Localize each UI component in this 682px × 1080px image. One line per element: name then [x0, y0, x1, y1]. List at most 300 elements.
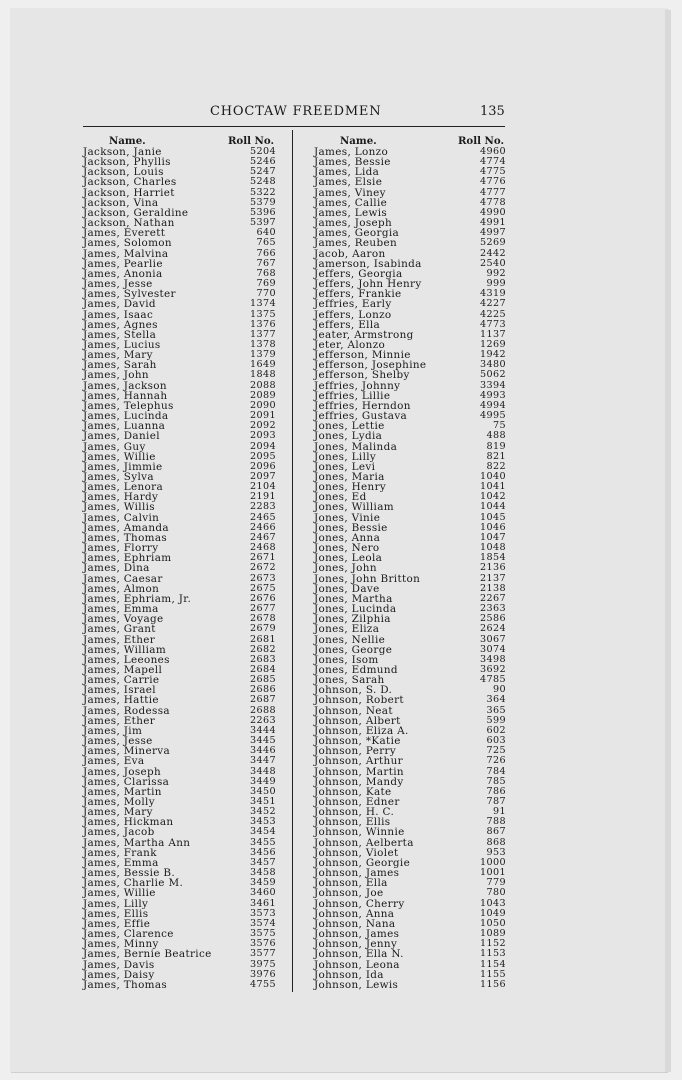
entry-roll-number: 2687: [249, 694, 276, 706]
entry-name: James, Davis: [83, 958, 155, 971]
entry-name: Jones, Isom: [314, 653, 379, 666]
entry-name: Jones, Lettie: [314, 420, 385, 433]
entry-name: James, Malvina: [83, 247, 169, 260]
entry-name: James, Almon: [83, 582, 160, 595]
entry-name: Jones, Nero: [314, 542, 380, 555]
entry-roll-number: 2094: [249, 440, 276, 452]
entry-roll-number: 2092: [249, 420, 276, 432]
entry-name: Jacob, Aaron: [314, 247, 386, 260]
entry-name: Jones, William: [314, 501, 394, 514]
entry-name: Jeffries, Johnny: [314, 379, 401, 392]
entry-name: Jones, George: [314, 643, 393, 656]
entry-name: James, Telephus: [83, 399, 174, 412]
entry-name: Johnson, Ella N.: [314, 948, 404, 961]
entry-roll-number: 2442: [479, 247, 506, 259]
entry-name: James, Lucius: [83, 338, 161, 351]
entry-name: Jones, Martha: [314, 592, 393, 605]
entry-name: Johnson, Violet: [314, 846, 399, 859]
entry-name: James, Hannah: [83, 389, 168, 402]
entry-roll-number: 1048: [479, 542, 506, 554]
entry-roll-number: 2091: [249, 410, 276, 422]
entry-name: Jones, Anna: [314, 531, 381, 544]
entry-roll-number: 4775: [479, 166, 506, 178]
entry-roll-number: 2685: [249, 674, 276, 686]
entry-name: Jones, Henry: [314, 481, 387, 494]
entry-roll-number: 5322: [249, 186, 276, 198]
entry-name: Johnson, Leona: [314, 958, 400, 971]
roll-entry: [314, 299, 506, 309]
entry-roll-number: 4994: [479, 399, 506, 411]
entry-roll-number: 1375: [249, 308, 276, 320]
entry-roll-number: 2688: [249, 704, 276, 716]
entry-name: James, Ether: [83, 633, 156, 646]
entry-roll-number: 765: [256, 237, 276, 249]
entry-roll-number: 2683: [249, 653, 276, 665]
entry-name: James, Bessie B.: [83, 867, 176, 880]
entry-name: James, Lilly: [83, 897, 149, 910]
entry-name: James, Charlie M.: [83, 877, 184, 890]
entry-name: Jones, Malinda: [314, 440, 398, 453]
entry-name: Johnson, Ella: [314, 877, 388, 890]
entry-roll-number: 2684: [249, 663, 276, 675]
entry-roll-number: 1155: [479, 968, 506, 980]
entry-roll-number: 1041: [479, 481, 506, 493]
entry-roll-number: 2465: [249, 511, 276, 523]
entry-roll-number: 2136: [479, 562, 506, 574]
entry-roll-number: 4997: [479, 227, 506, 239]
entry-name: Johnson, Ida: [314, 968, 384, 981]
entry-name: Jones, Maria: [314, 471, 385, 483]
entry-roll-number: 3461: [249, 897, 276, 909]
entry-roll-number: 787: [486, 796, 506, 807]
entry-name: Jeter, Alonzo: [314, 338, 386, 351]
entry-roll-number: 602: [486, 724, 506, 736]
entry-roll-number: 1156: [479, 978, 506, 990]
entry-roll-number: 2677: [249, 603, 276, 615]
entry-name: Johnson, Lewis: [314, 978, 399, 991]
entry-name: James, Ellis: [83, 907, 149, 920]
entry-name: James, Calvin: [83, 511, 160, 524]
entry-name: Jones, Levi: [314, 460, 376, 473]
entry-roll-number: 603: [486, 735, 506, 747]
entry-roll-number: 1042: [479, 491, 506, 503]
right-entry-list: [314, 147, 506, 990]
entry-name: James, Sarah: [83, 359, 157, 372]
roll-entry: [83, 431, 276, 441]
roll-entry: [314, 756, 506, 766]
entry-name: James, Amanda: [83, 521, 169, 534]
entry-name: James, Ephriam, Jr.: [83, 592, 192, 605]
entry-name: Jones, Edmund: [314, 663, 398, 676]
entry-roll-number: 2104: [249, 481, 276, 493]
entry-name: James, Eva: [83, 755, 145, 768]
entry-name: Jefferson, Minnie: [314, 349, 411, 362]
entry-roll-number: 1376: [249, 318, 276, 330]
entry-roll-number: 90: [492, 684, 506, 696]
entry-name: James, Sylvester: [83, 288, 176, 301]
entry-roll-number: 4990: [479, 206, 506, 218]
entry-name: James, Elsie: [314, 176, 383, 189]
entry-roll-number: 4778: [479, 196, 506, 208]
entry-roll-number: 2671: [249, 552, 276, 564]
entry-roll-number: 3453: [249, 816, 276, 828]
entry-name: Jones, Sarah: [314, 674, 385, 687]
entry-roll-number: 1044: [479, 501, 506, 513]
entry-name: James, Stella: [83, 328, 157, 341]
entry-name: Johnson, Winnie: [314, 826, 405, 839]
entry-name: James, Frank: [83, 846, 157, 859]
entry-roll-number: 5248: [249, 176, 276, 188]
entry-name: James, Voyage: [83, 613, 164, 626]
entry-roll-number: 3445: [249, 735, 276, 747]
entry-name: James, Dina: [83, 562, 150, 575]
entry-roll-number: 3459: [249, 877, 276, 889]
entry-name: Jones, Eliza: [314, 623, 380, 636]
entry-roll-number: 868: [486, 836, 506, 848]
entry-name: Jones, John: [314, 562, 377, 575]
entry-roll-number: 2679: [249, 623, 276, 635]
entry-name: James, Viney: [314, 186, 386, 199]
entry-name: James, Ephriam: [83, 552, 172, 565]
entry-roll-number: 4993: [479, 389, 506, 401]
entry-roll-number: 3457: [249, 856, 276, 868]
entry-roll-number: 2467: [249, 531, 276, 543]
entry-name: James, Solomon: [83, 237, 172, 250]
entry-roll-number: 3498: [479, 653, 506, 665]
entry-roll-number: 364: [486, 694, 506, 706]
roll-entry: [83, 624, 276, 634]
entry-roll-number: 2088: [249, 379, 276, 391]
entry-name: Jones, Leola: [314, 552, 383, 565]
entry-name: James, Emma: [83, 856, 159, 869]
entry-roll-number: 4755: [249, 978, 276, 990]
entry-roll-number: 780: [486, 887, 506, 899]
entry-name: James, Hickman: [83, 816, 174, 829]
left-column: [83, 136, 276, 990]
entry-name: James, Daniel: [83, 430, 160, 443]
right-column: [314, 136, 506, 990]
entry-roll-number: 725: [486, 745, 506, 757]
entry-name: James, Guy: [83, 440, 146, 453]
entry-roll-number: 4227: [479, 298, 506, 310]
entry-roll-number: 4225: [479, 308, 506, 320]
entry-name: Jones, Lilly: [314, 450, 377, 463]
entry-name: James, Jackson: [83, 379, 167, 392]
entry-name: Jones, Zilphia: [314, 613, 391, 626]
entry-name: Johnson, James: [314, 867, 400, 880]
entry-name: Jones, Dave: [314, 582, 380, 595]
entry-roll-number: 2096: [249, 460, 276, 472]
entry-name: James, Lucinda: [83, 410, 169, 423]
entry-name: James, Ether: [83, 714, 156, 727]
entry-roll-number: 3067: [479, 633, 506, 645]
entry-roll-number: 3449: [249, 775, 276, 787]
entry-roll-number: 822: [486, 460, 506, 472]
entry-name: James, Everett: [83, 227, 166, 240]
entry-name: James, Caesar: [83, 572, 163, 585]
entry-roll-number: 867: [486, 826, 506, 838]
entry-name: James, Luanna: [83, 420, 166, 433]
entry-roll-number: 2093: [249, 430, 276, 442]
entry-roll-number: 1001: [479, 867, 506, 879]
entry-roll-number: 4774: [479, 156, 506, 168]
entry-roll-number: 5269: [479, 237, 506, 249]
entry-roll-number: 1137: [479, 328, 506, 340]
entry-roll-number: 1848: [249, 369, 276, 381]
entry-name: James, Lonzo: [314, 146, 389, 158]
entry-roll-number: 2468: [249, 542, 276, 554]
entry-roll-number: 1047: [479, 531, 506, 543]
entry-name: Johnson, Neat: [314, 704, 393, 717]
entry-name: Jeffries, Early: [314, 298, 392, 311]
roll-column-label: Roll No.: [227, 135, 274, 147]
entry-roll-number: 2283: [249, 501, 276, 513]
entry-roll-number: 91: [492, 806, 506, 818]
entry-name: Jamerson, Isabinda: [314, 257, 422, 270]
entry-roll-number: 766: [256, 247, 276, 259]
name-column-label: Name.: [109, 135, 146, 147]
entry-name: Johnson, Mandy: [314, 775, 404, 788]
entry-roll-number: 5204: [249, 146, 276, 157]
entry-roll-number: 1089: [479, 928, 506, 940]
entry-name: James, William: [83, 643, 167, 656]
entry-name: James, Martin: [83, 785, 162, 798]
entry-roll-number: 5379: [249, 196, 276, 208]
entry-roll-number: 1377: [249, 328, 276, 340]
entry-roll-number: 786: [486, 785, 506, 797]
entry-roll-number: 3692: [479, 663, 506, 675]
entry-name: Jackson, Louis: [83, 166, 164, 179]
entry-name: James, Reuben: [314, 237, 398, 250]
entry-name: Jones, Bessie: [314, 521, 388, 534]
entry-roll-number: 2138: [479, 582, 506, 594]
entry-roll-number: 2191: [249, 491, 276, 503]
entry-name: Jeffries, Lillie: [314, 389, 391, 402]
entry-name: Johnson, Kate: [314, 785, 392, 798]
entry-name: Johnson, Aelberta: [314, 836, 414, 849]
entry-roll-number: 1942: [479, 349, 506, 361]
entry-roll-number: 999: [486, 278, 506, 290]
name-column-label: Name.: [340, 135, 377, 147]
entry-roll-number: 4776: [479, 176, 506, 188]
entry-name: James, Martha Ann: [83, 836, 191, 849]
entry-name: James, Lida: [314, 166, 380, 179]
entry-roll-number: 1040: [479, 471, 506, 482]
entry-name: James, Pearlie: [83, 257, 163, 270]
entry-roll-number: 3454: [249, 826, 276, 838]
entry-roll-number: 1000: [479, 856, 506, 868]
entry-name: James, Willie: [83, 450, 156, 463]
entry-roll-number: 770: [256, 288, 276, 300]
entry-roll-number: 3976: [249, 968, 276, 980]
entry-name: James, Bernie Beatrice: [83, 948, 212, 961]
right-column-header: [314, 136, 506, 147]
entry-name: Johnson, Joe: [314, 887, 384, 900]
entry-roll-number: 2676: [249, 592, 276, 604]
column-divider: [292, 130, 293, 992]
left-column-header: [83, 136, 276, 147]
entry-roll-number: 1374: [249, 298, 276, 310]
entry-name: Jeater, Armstrong: [314, 328, 414, 341]
entry-name: Jackson, Charles: [83, 176, 177, 189]
page-title: CHOCTAW FREEDMEN: [210, 104, 382, 119]
entry-name: James, Joseph: [83, 765, 162, 778]
entry-name: James, Anonia: [83, 267, 163, 280]
entry-name: Johnson, Anna: [314, 907, 395, 920]
entry-name: Johnson, H. C.: [314, 806, 395, 819]
roll-column-label: Roll No.: [457, 135, 504, 147]
entry-roll-number: 726: [486, 755, 506, 767]
entry-roll-number: 2675: [249, 582, 276, 594]
entry-roll-number: 2137: [479, 572, 506, 584]
entry-roll-number: 3455: [249, 836, 276, 848]
entry-name: Jones, Lydia: [314, 430, 383, 443]
entry-name: Johnson, Georgie: [314, 856, 411, 869]
entry-roll-number: 1154: [479, 958, 506, 970]
entry-name: Jeffries, Gustava: [314, 410, 408, 423]
entry-name: James, Mary: [83, 349, 153, 362]
entry-roll-number: 4785: [479, 674, 506, 686]
entry-name: James, Minny: [83, 938, 159, 951]
entry-name: James, Callie: [314, 196, 388, 209]
entry-roll-number: 2097: [249, 471, 276, 482]
roll-entry: [314, 624, 506, 634]
entry-roll-number: 2540: [479, 257, 506, 269]
entry-name: Johnson, Nana: [314, 917, 396, 930]
page-number: 135: [480, 104, 505, 119]
entry-name: Johnson, Arthur: [314, 755, 403, 768]
entry-name: James, Jacob: [83, 826, 155, 839]
entry-name: James, Lewis: [314, 206, 388, 219]
entry-name: Jeffers, Frankie: [314, 288, 402, 301]
entry-name: Jackson, Nathan: [83, 217, 175, 230]
entry-roll-number: 4991: [479, 217, 506, 229]
entry-roll-number: 4960: [479, 146, 506, 157]
entry-roll-number: 788: [486, 816, 506, 828]
entry-name: Johnson, Edner: [314, 796, 400, 808]
entry-name: Johnson, Albert: [314, 714, 401, 727]
entry-roll-number: 1049: [479, 907, 506, 919]
entry-roll-number: 2089: [249, 389, 276, 401]
entry-name: James, Jimmie: [83, 460, 163, 473]
entry-roll-number: 2624: [479, 623, 506, 635]
entry-roll-number: 1043: [479, 897, 506, 909]
entry-roll-number: 3448: [249, 765, 276, 777]
entry-roll-number: 785: [486, 775, 506, 787]
entry-roll-number: 3452: [249, 806, 276, 818]
entry-name: James, Clarence: [83, 928, 174, 941]
entry-roll-number: 769: [256, 278, 276, 290]
entry-name: James, Agnes: [83, 318, 158, 331]
entry-name: James, Molly: [83, 796, 155, 808]
entry-roll-number: 1379: [249, 349, 276, 361]
entry-roll-number: 3975: [249, 958, 276, 970]
entry-name: James, Daisy: [83, 968, 155, 981]
entry-name: Jeffers, Ella: [314, 318, 381, 331]
entry-roll-number: 5247: [249, 166, 276, 178]
entry-name: James, Clarissa: [83, 775, 170, 788]
entry-roll-number: 2681: [249, 633, 276, 645]
roll-entry: [83, 949, 276, 959]
entry-roll-number: 488: [486, 430, 506, 442]
entry-roll-number: 3074: [479, 643, 506, 655]
entry-roll-number: 953: [486, 846, 506, 858]
entry-name: Jones, Nellie: [314, 633, 386, 646]
entry-roll-number: 5062: [479, 369, 506, 381]
entry-name: James, Mapell: [83, 663, 163, 676]
entry-roll-number: 5396: [249, 206, 276, 218]
entry-roll-number: 767: [256, 257, 276, 269]
entry-name: James, David: [83, 298, 156, 311]
entry-roll-number: 4773: [479, 318, 506, 330]
entry-roll-number: 3444: [249, 724, 276, 736]
entry-roll-number: 768: [256, 267, 276, 279]
entry-roll-number: 779: [486, 877, 506, 889]
entry-name: Johnson, Cherry: [314, 897, 405, 910]
entry-roll-number: 3450: [249, 785, 276, 797]
entry-roll-number: 3574: [249, 917, 276, 929]
entry-roll-number: 3480: [479, 359, 506, 371]
entry-name: Jones, Vinie: [314, 511, 381, 524]
entry-name: Jackson, Phyllis: [83, 156, 171, 169]
entry-name: James, Thomas: [83, 978, 168, 991]
entry-name: Jefferson, Josephine: [314, 359, 427, 372]
entry-name: Jackson, Vina: [83, 196, 159, 209]
entry-name: James, Leeones: [83, 653, 170, 666]
entry-roll-number: 1269: [479, 338, 506, 350]
entry-name: Johnson, Robert: [314, 694, 404, 707]
entry-roll-number: 3460: [249, 887, 276, 899]
entry-roll-number: 3447: [249, 755, 276, 767]
roll-entry: [83, 980, 276, 990]
entry-roll-number: 1152: [479, 938, 506, 950]
page-edge: [665, 10, 671, 1072]
entry-name: James, Bessie: [314, 156, 391, 169]
header-rule: [83, 126, 505, 127]
entry-roll-number: 3576: [249, 938, 276, 950]
entry-roll-number: 1854: [479, 552, 506, 564]
entry-roll-number: 1153: [479, 948, 506, 960]
entry-roll-number: 1045: [479, 511, 506, 523]
entry-name: James, Thomas: [83, 531, 168, 544]
entry-roll-number: 819: [486, 440, 506, 452]
entry-roll-number: 2586: [479, 613, 506, 625]
entry-name: James, Emma: [83, 603, 159, 616]
entry-roll-number: 2686: [249, 684, 276, 696]
entry-name: James, Willie: [83, 887, 156, 900]
entry-roll-number: 3446: [249, 745, 276, 757]
entry-name: James, Sylva: [83, 471, 154, 483]
entry-name: Jackson, Geraldine: [83, 206, 189, 219]
entry-roll-number: 3394: [479, 379, 506, 391]
entry-name: James, Hardy: [83, 491, 159, 504]
entry-roll-number: 2363: [479, 603, 506, 615]
roll-entry: [314, 431, 506, 441]
left-entry-list: [83, 147, 276, 990]
entry-name: Jeffers, Lonzo: [314, 308, 392, 321]
entry-name: Jackson, Janie: [83, 146, 162, 158]
entry-roll-number: 75: [492, 420, 506, 432]
entry-name: Johnson, S. D.: [314, 684, 393, 697]
entry-roll-number: 3575: [249, 928, 276, 940]
entry-name: Jones, John Britton: [314, 572, 421, 585]
entry-roll-number: 784: [486, 765, 506, 777]
entry-roll-number: 3451: [249, 796, 276, 807]
entry-name: James, Israel: [83, 684, 156, 697]
roll-entry: [314, 949, 506, 959]
entry-roll-number: 2682: [249, 643, 276, 655]
entry-roll-number: 3458: [249, 867, 276, 879]
